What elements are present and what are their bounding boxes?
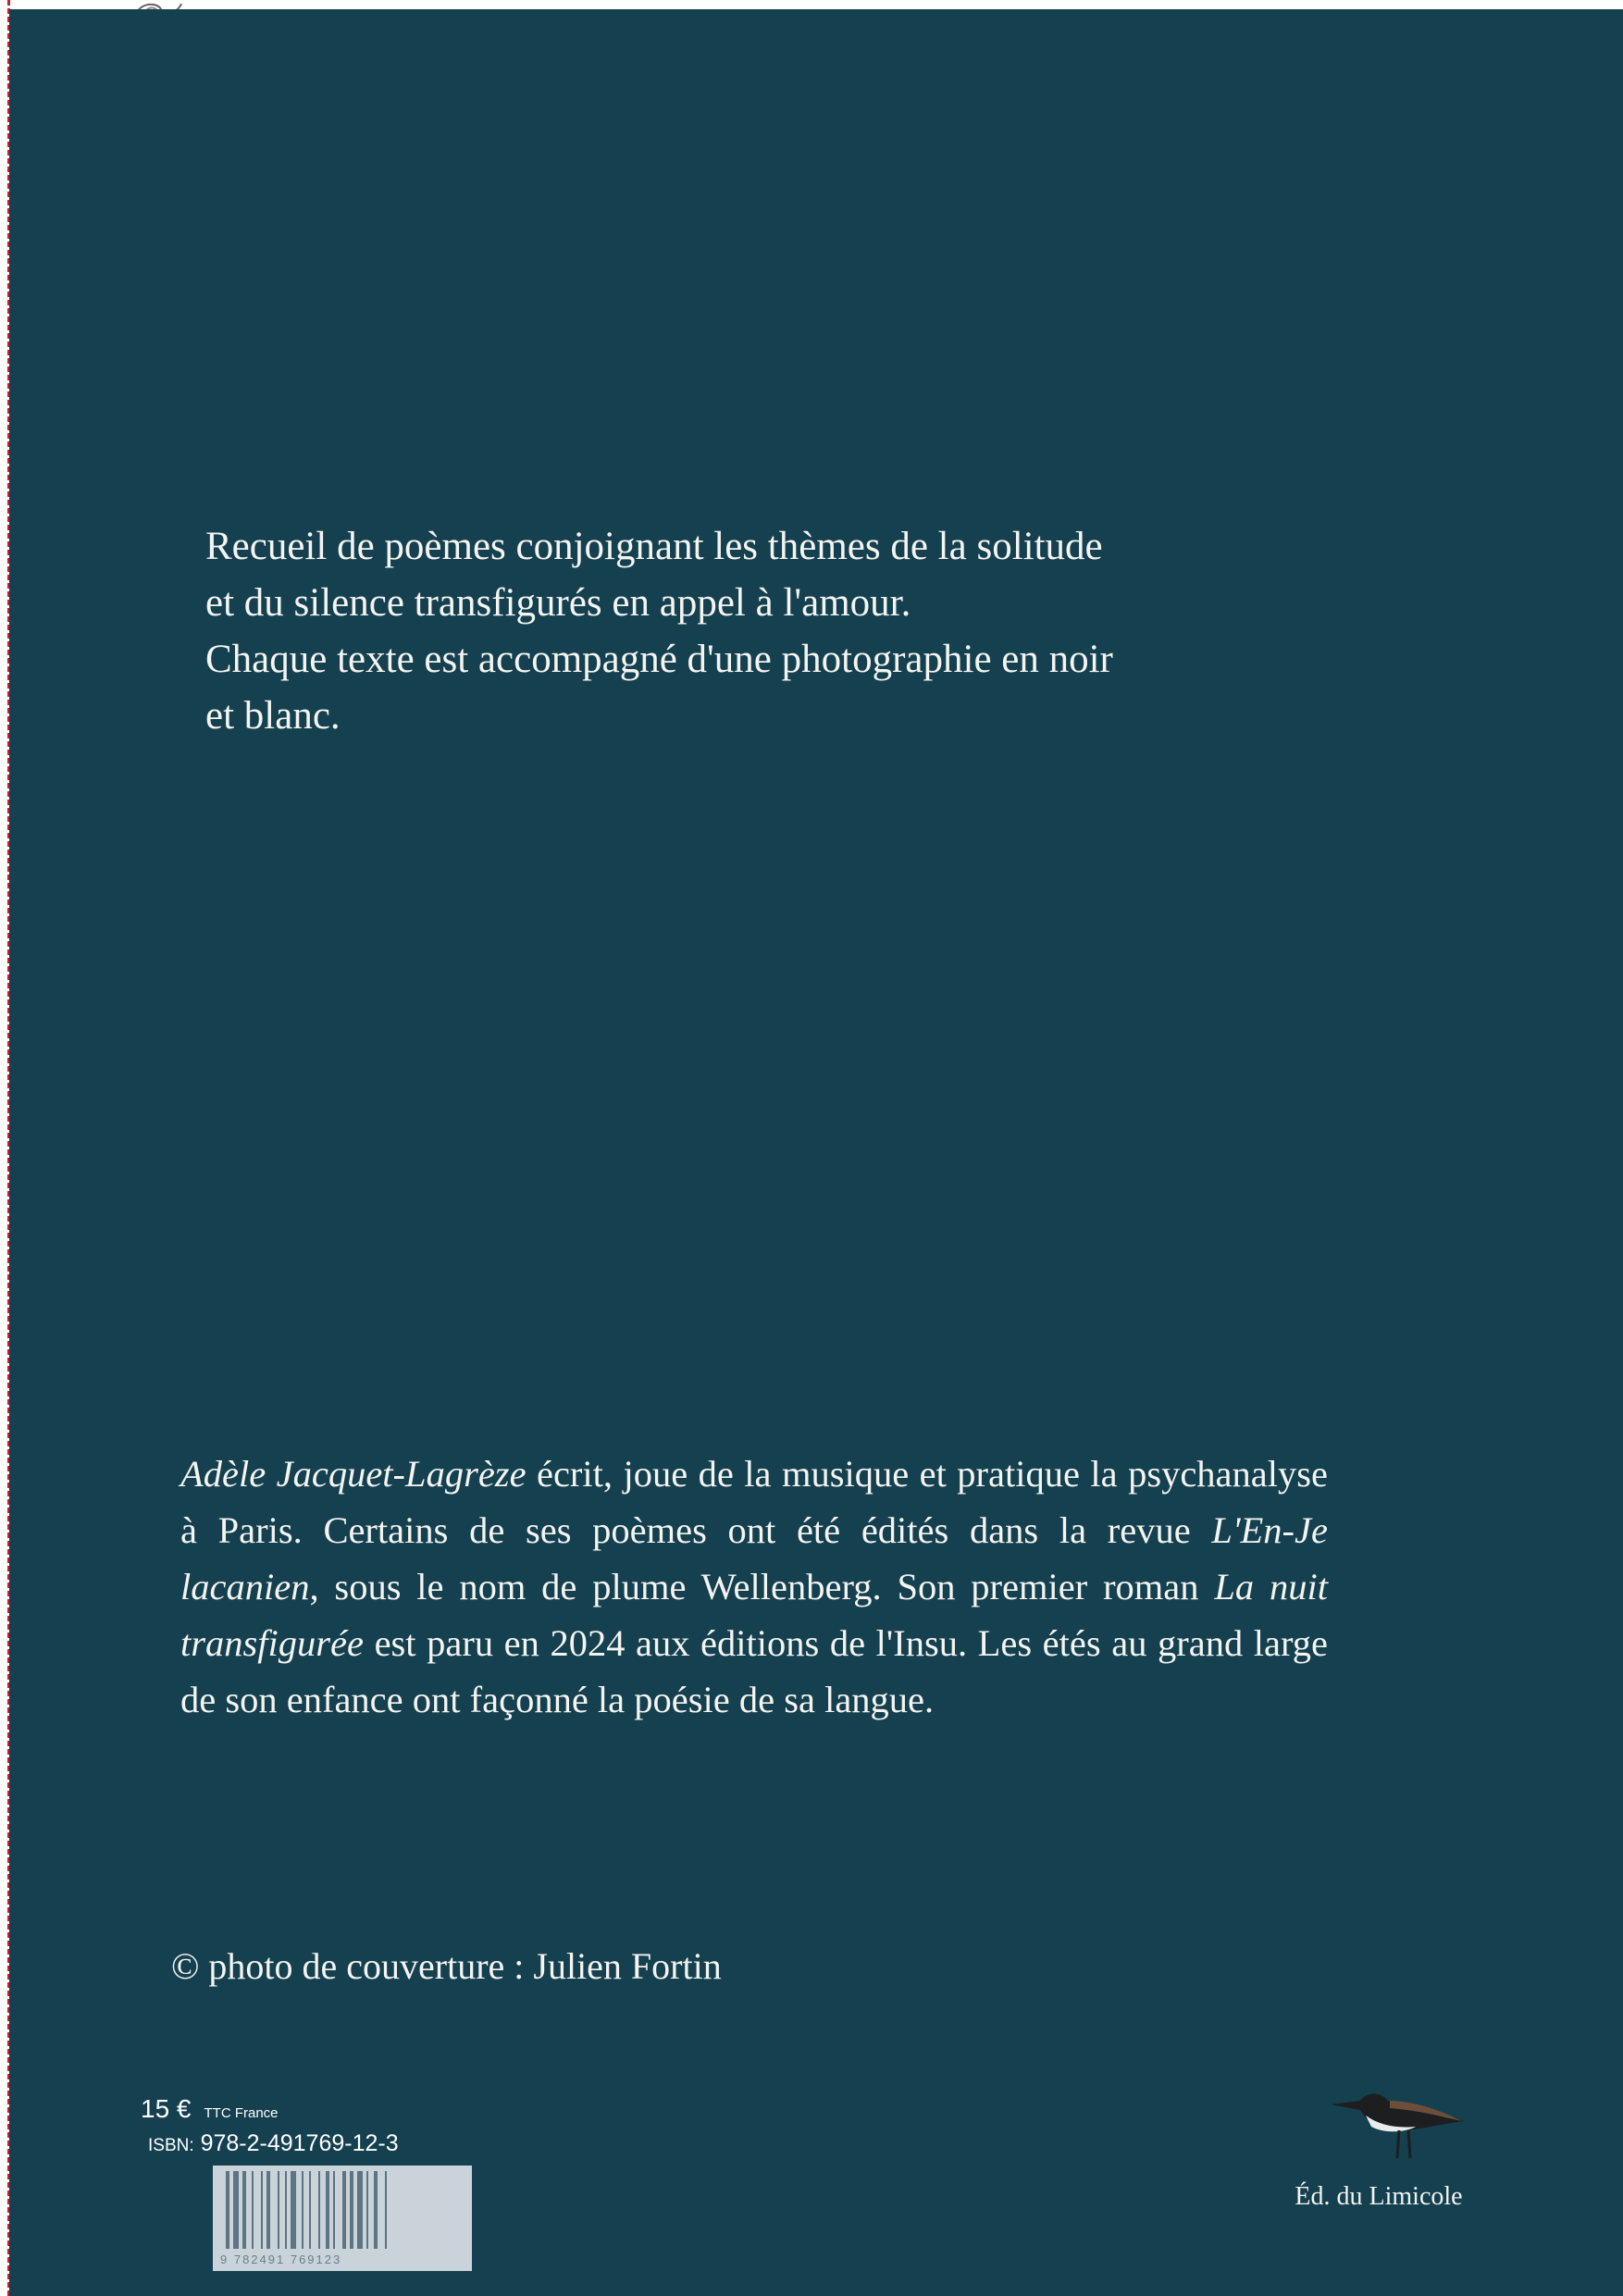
barcode-digits: 9 782491 769123	[220, 2253, 342, 2266]
top-margin	[0, 0, 1623, 7]
isbn-label: ISBN:	[148, 2136, 194, 2155]
isbn-value: 978-2-491769-12-3	[200, 2130, 399, 2156]
isbn	[148, 2130, 399, 2157]
author-bio	[180, 1446, 1328, 1728]
journal-title: L'En-Je lacanien	[180, 1509, 1328, 1607]
publisher-name: Éd. du Limicole	[1295, 2182, 1463, 2211]
bio-text-1: écrit, joue de la musique et pratique la psychanalyse à Paris. Certains de ses poèmes ont été édités dans la revue	[180, 1453, 1328, 1551]
novel-title: La nuit transfigurée	[180, 1566, 1328, 1664]
bio-text-2: , sous le nom de plume Wellenberg. Son premier roman	[309, 1566, 1215, 1607]
price-amount: 15 €	[141, 2094, 192, 2123]
author-name: Adèle Jacquet-Lagrèze	[180, 1453, 527, 1495]
price-note: TTC France	[204, 2105, 279, 2121]
barcode	[213, 2166, 472, 2271]
bio-text-3: est paru en 2024 aux éditions de l'Insu. Les étés au grand large de son enfance ont façonné la poésie de sa langue.	[180, 1622, 1328, 1720]
bird-icon	[1323, 2073, 1471, 2166]
blurb-paragraph-2: Chaque texte est accompagné d'une photographie en noir et blanc.	[205, 638, 1113, 738]
barcode-bars	[213, 2166, 472, 2253]
price	[141, 2094, 279, 2124]
blurb-paragraph-1: Recueil de poèmes conjoignant les thèmes de la solitude et du silence transfigurés en appel à l'amour.	[205, 525, 1103, 625]
blurb	[205, 518, 1131, 744]
photo-credit: © photo de couverture : Julien Fortin	[171, 1945, 722, 1987]
